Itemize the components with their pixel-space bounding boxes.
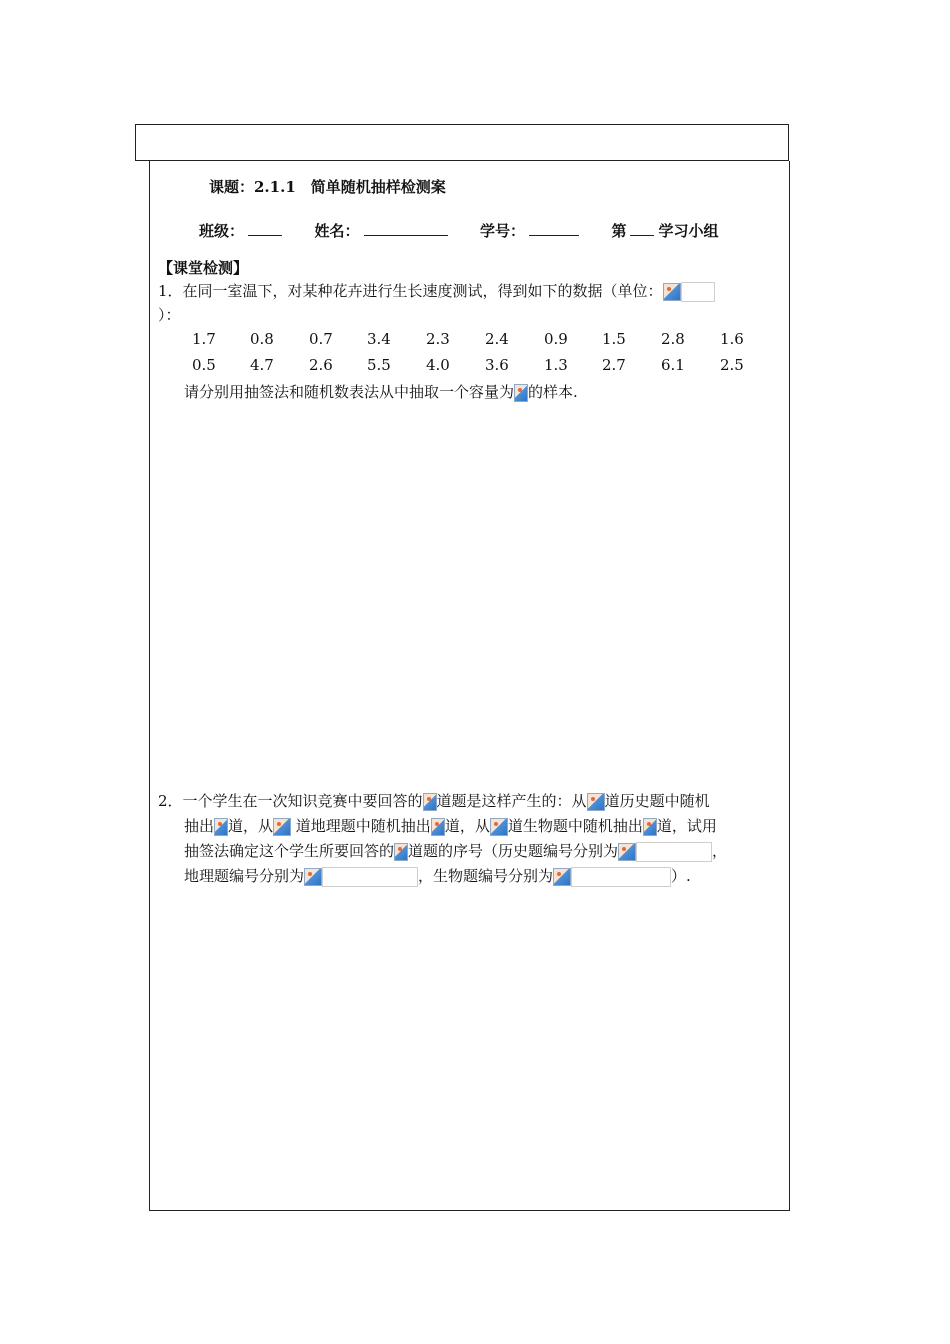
formula-image-icon bbox=[431, 818, 445, 836]
section-title: 【课堂检测】 bbox=[158, 259, 249, 277]
formula-image-icon bbox=[618, 843, 636, 861]
student-info-line bbox=[199, 220, 722, 241]
student-id-label: 学号： bbox=[479, 222, 525, 240]
formula-image-icon bbox=[490, 818, 508, 836]
formula-image-frame bbox=[636, 842, 712, 862]
question-1-line-2: ）： bbox=[158, 306, 181, 324]
header-box bbox=[135, 124, 789, 161]
data-value: 1.7 bbox=[192, 330, 216, 348]
formula-image-icon bbox=[214, 818, 228, 836]
class-blank[interactable] bbox=[248, 221, 282, 236]
class-label: 班级： bbox=[199, 222, 245, 240]
data-value: 4.0 bbox=[426, 356, 450, 374]
data-value: 2.5 bbox=[720, 356, 744, 374]
student-id-blank[interactable] bbox=[529, 221, 579, 236]
group-prefix: 第 bbox=[611, 222, 627, 240]
formula-image-icon bbox=[304, 868, 322, 886]
formula-image-icon bbox=[514, 384, 528, 402]
data-value: 0.8 bbox=[250, 330, 274, 348]
data-value: 5.5 bbox=[367, 356, 391, 374]
data-value: 3.4 bbox=[367, 330, 391, 348]
data-value: 2.3 bbox=[426, 330, 450, 348]
question-2-line-4: 地理题编号分别为 ，生物题编号分别为 ）. bbox=[184, 867, 691, 885]
formula-image-frame bbox=[681, 282, 715, 302]
data-value: 1.3 bbox=[544, 356, 568, 374]
data-value: 0.5 bbox=[192, 356, 216, 374]
data-value: 2.7 bbox=[602, 356, 626, 374]
question-1-line-1: 1．在同一室温下，对某种花卉进行生长速度测试，得到如下的数据（单位： bbox=[158, 280, 715, 302]
data-value: 2.6 bbox=[309, 356, 333, 374]
formula-image-icon bbox=[423, 793, 437, 811]
data-value: 0.9 bbox=[544, 330, 568, 348]
formula-image-icon bbox=[663, 283, 681, 301]
formula-image-icon bbox=[394, 843, 408, 861]
formula-image-icon bbox=[273, 818, 291, 836]
formula-image-icon bbox=[587, 793, 605, 811]
document-title: 课题：2.1.1 简单随机抽样检测案 bbox=[209, 178, 446, 196]
data-value: 0.7 bbox=[309, 330, 333, 348]
group-suffix: 学习小组 bbox=[658, 222, 719, 240]
formula-image-frame bbox=[322, 867, 418, 887]
data-value: 1.6 bbox=[720, 330, 744, 348]
data-value: 2.4 bbox=[485, 330, 509, 348]
content-box bbox=[149, 161, 790, 1211]
data-value: 2.8 bbox=[661, 330, 685, 348]
group-blank[interactable] bbox=[630, 221, 654, 236]
data-value: 3.6 bbox=[485, 356, 509, 374]
formula-image-icon bbox=[643, 818, 657, 836]
data-value: 1.5 bbox=[602, 330, 626, 348]
data-value: 4.7 bbox=[250, 356, 274, 374]
name-blank[interactable] bbox=[364, 221, 448, 236]
question-2-line-3: 抽签法确定这个学生所要回答的 道题的序号（历史题编号分别为 ， bbox=[184, 842, 728, 860]
formula-image-icon bbox=[553, 868, 571, 886]
data-value: 6.1 bbox=[661, 356, 685, 374]
question-2-line-2: 抽出 道，从 道地理题中随机抽出 道，从 道生物题中随机抽出 道，试用 bbox=[184, 817, 717, 835]
question-2-line-1: 2．一个学生在一次知识竞赛中要回答的 道题是这样产生的：从 道历史题中随机 bbox=[158, 792, 710, 810]
name-label: 姓名： bbox=[314, 222, 360, 240]
question-1-line-3: 请分别用抽签法和随机数表法从中抽取一个容量为 的样本. bbox=[184, 383, 578, 401]
formula-image-frame bbox=[571, 867, 671, 887]
